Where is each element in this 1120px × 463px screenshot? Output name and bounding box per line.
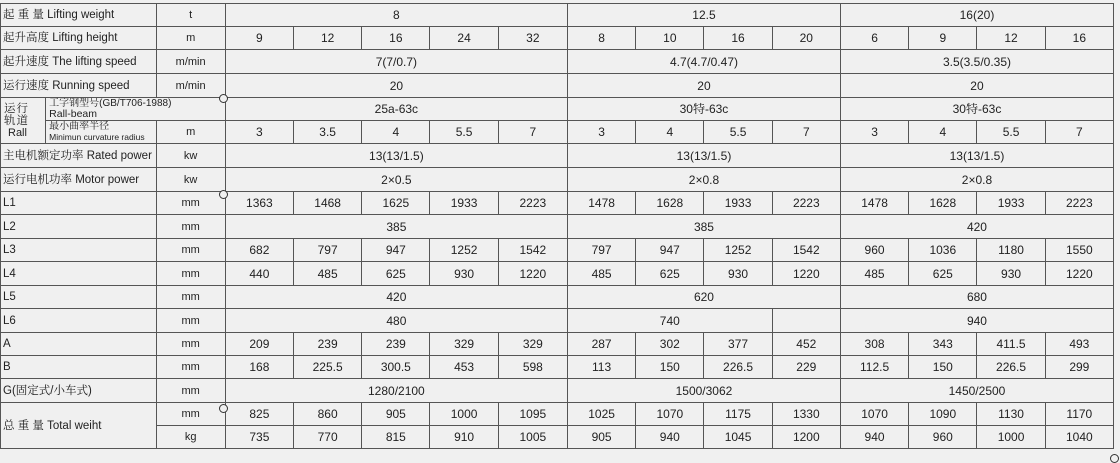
value-cell: 1450/2500 — [840, 379, 1113, 403]
value-cell: 770 — [294, 426, 362, 449]
value-cell: 308 — [840, 333, 908, 356]
value-cell: 740 — [567, 309, 772, 333]
row-rail-radius — [1, 121, 1114, 144]
corner-circle-marker — [219, 190, 228, 199]
row-label: L6 — [1, 309, 157, 333]
value-cell: 13(13/1.5) — [225, 144, 567, 168]
value-cell: 150 — [636, 356, 704, 379]
value-cell: 453 — [430, 356, 498, 379]
row-total-kg — [1, 426, 1114, 449]
row-label: 起升高度 Lifting height — [1, 27, 157, 50]
value-cell: 1045 — [704, 426, 772, 449]
value-cell: 940 — [840, 309, 1113, 333]
row-label: L5 — [1, 286, 157, 309]
value-cell: 16(20) — [840, 4, 1113, 27]
spec-table — [0, 3, 1114, 449]
value-cell: 1550 — [1045, 239, 1113, 262]
unit-cell: m/min — [156, 50, 225, 74]
value-cell: 299 — [1045, 356, 1113, 379]
value-cell: 13(13/1.5) — [840, 144, 1113, 168]
unit-cell: m — [156, 27, 225, 50]
value-cell: 3 — [567, 121, 635, 144]
value-cell: 239 — [294, 333, 362, 356]
corner-circle-marker — [219, 404, 228, 413]
value-cell: 1220 — [772, 262, 840, 286]
value-cell: 25a-63c — [225, 98, 567, 121]
value-cell: 682 — [225, 239, 293, 262]
row-G — [1, 379, 1114, 403]
value-cell: 905 — [362, 403, 430, 426]
value-cell: 5.5 — [430, 121, 498, 144]
value-cell: 16 — [362, 27, 430, 50]
value-cell: 947 — [636, 239, 704, 262]
value-cell: 385 — [225, 215, 567, 239]
corner-circle-marker — [219, 94, 228, 103]
row-A — [1, 333, 1114, 356]
value-cell: 1220 — [498, 262, 567, 286]
unit-cell: mm — [156, 192, 225, 215]
value-cell: 1500/3062 — [567, 379, 840, 403]
rail-label-cn: 运行轨道 — [4, 102, 29, 127]
value-cell: 226.5 — [977, 356, 1045, 379]
row-label: L4 — [1, 262, 157, 286]
rail-label — [1, 98, 46, 144]
row-L2 — [1, 215, 1114, 239]
value-cell: 226.5 — [704, 356, 772, 379]
value-cell: 209 — [225, 333, 293, 356]
value-cell: 1252 — [704, 239, 772, 262]
value-cell: 493 — [1045, 333, 1113, 356]
value-cell: 411.5 — [977, 333, 1045, 356]
value-cell: 1625 — [362, 192, 430, 215]
value-cell: 1468 — [294, 192, 362, 215]
row-rail-beam — [1, 98, 1114, 121]
row-label: 运行电机功率 Motor power — [1, 168, 157, 192]
value-cell: 2223 — [498, 192, 567, 215]
value-cell: 10 — [636, 27, 704, 50]
value-cell: 1130 — [977, 403, 1045, 426]
unit-cell: m/min — [156, 74, 225, 98]
value-cell: 20 — [567, 74, 840, 98]
row-L4 — [1, 262, 1114, 286]
value-cell: 20 — [772, 27, 840, 50]
value-cell: 1200 — [772, 426, 840, 449]
value-cell: 30特-63c — [567, 98, 840, 121]
value-cell: 8 — [225, 4, 567, 27]
value-cell: 9 — [225, 27, 293, 50]
value-cell: 680 — [840, 286, 1113, 309]
value-cell: 6 — [840, 27, 908, 50]
value-cell: 598 — [498, 356, 567, 379]
value-cell: 1180 — [977, 239, 1045, 262]
value-cell: 1220 — [1045, 262, 1113, 286]
value-cell: 225.5 — [294, 356, 362, 379]
value-cell: 4 — [909, 121, 977, 144]
row-L5 — [1, 286, 1114, 309]
row-L1 — [1, 192, 1114, 215]
value-cell: 16 — [1045, 27, 1113, 50]
value-cell: 239 — [362, 333, 430, 356]
value-cell: 910 — [430, 426, 498, 449]
value-cell: 797 — [567, 239, 635, 262]
value-cell: 440 — [225, 262, 293, 286]
value-cell: 625 — [909, 262, 977, 286]
value-cell: 1363 — [225, 192, 293, 215]
value-cell: 1330 — [772, 403, 840, 426]
row-running-speed — [1, 74, 1114, 98]
value-cell: 13(13/1.5) — [567, 144, 840, 168]
value-cell: 4.7(4.7/0.47) — [567, 50, 840, 74]
value-cell: 7 — [772, 121, 840, 144]
value-cell: 112.5 — [840, 356, 908, 379]
value-cell: 1090 — [909, 403, 977, 426]
value-cell: 1005 — [498, 426, 567, 449]
unit-cell: kw — [156, 168, 225, 192]
value-cell: 2×0.8 — [567, 168, 840, 192]
rail-label-en: Rall — [8, 126, 27, 139]
value-cell: 797 — [294, 239, 362, 262]
value-cell: 485 — [294, 262, 362, 286]
value-cell: 32 — [498, 27, 567, 50]
value-cell — [772, 309, 840, 333]
value-cell: 905 — [567, 426, 635, 449]
value-cell: 1933 — [430, 192, 498, 215]
value-cell: 1095 — [498, 403, 567, 426]
value-cell: 940 — [840, 426, 908, 449]
value-cell: 485 — [840, 262, 908, 286]
row-lifting-weight — [1, 4, 1114, 27]
value-cell: 1070 — [840, 403, 908, 426]
row-label: B — [1, 356, 157, 379]
value-cell: 2223 — [1045, 192, 1113, 215]
value-cell: 1025 — [567, 403, 635, 426]
unit-cell: mm — [156, 403, 225, 426]
unit-cell: mm — [156, 262, 225, 286]
value-cell: 1175 — [704, 403, 772, 426]
value-cell: 302 — [636, 333, 704, 356]
beam-label-en: Rall-beam — [49, 108, 98, 120]
value-cell: 3.5 — [294, 121, 362, 144]
value-cell: 420 — [840, 215, 1113, 239]
unit-cell: mm — [156, 333, 225, 356]
value-cell: 12 — [294, 27, 362, 50]
value-cell: 329 — [498, 333, 567, 356]
unit-cell: mm — [156, 379, 225, 403]
value-cell: 20 — [840, 74, 1113, 98]
value-cell: 735 — [225, 426, 293, 449]
row-label: 起 重 量 Lifting weight — [1, 4, 157, 27]
value-cell: 1170 — [1045, 403, 1113, 426]
value-cell: 2×0.8 — [840, 168, 1113, 192]
value-cell: 1933 — [704, 192, 772, 215]
value-cell: 1478 — [840, 192, 908, 215]
row-motor-power — [1, 168, 1114, 192]
radius-label — [46, 121, 156, 144]
row-label: 起升速度 The lifting speed — [1, 50, 157, 74]
corner-circle-marker — [1110, 454, 1119, 463]
radius-label-cn: 最小曲率半径 — [49, 121, 110, 132]
value-cell: 1280/2100 — [225, 379, 567, 403]
value-cell: 150 — [909, 356, 977, 379]
value-cell: 625 — [636, 262, 704, 286]
unit-cell: kw — [156, 144, 225, 168]
row-label: A — [1, 333, 157, 356]
value-cell: 113 — [567, 356, 635, 379]
unit-cell: mm — [156, 309, 225, 333]
unit-cell: t — [156, 4, 225, 27]
row-label: 主电机额定功率 Rated power — [1, 144, 157, 168]
value-cell: 3 — [840, 121, 908, 144]
value-cell: 2×0.5 — [225, 168, 567, 192]
value-cell: 8 — [567, 27, 635, 50]
row-B — [1, 356, 1114, 379]
value-cell: 7(7/0.7) — [225, 50, 567, 74]
row-label: 运行速度 Running speed — [1, 74, 157, 98]
row-label: 总 重 量 Total weiht — [1, 403, 157, 449]
value-cell: 452 — [772, 333, 840, 356]
value-cell: 12.5 — [567, 4, 840, 27]
value-cell: 2223 — [772, 192, 840, 215]
unit-cell: m — [156, 121, 225, 144]
unit-cell: kg — [156, 426, 225, 449]
value-cell: 1628 — [636, 192, 704, 215]
row-rated-power — [1, 144, 1114, 168]
value-cell: 229 — [772, 356, 840, 379]
row-L6 — [1, 309, 1114, 333]
value-cell: 1252 — [430, 239, 498, 262]
value-cell: 1542 — [772, 239, 840, 262]
radius-label-en: Minimun curvature radius — [49, 132, 145, 142]
value-cell: 1070 — [636, 403, 704, 426]
beam-label — [46, 98, 226, 121]
value-cell: 930 — [704, 262, 772, 286]
value-cell: 480 — [225, 309, 567, 333]
row-label: L1 — [1, 192, 157, 215]
unit-cell: mm — [156, 239, 225, 262]
unit-cell: mm — [156, 286, 225, 309]
value-cell: 1933 — [977, 192, 1045, 215]
value-cell: 300.5 — [362, 356, 430, 379]
value-cell: 20 — [225, 74, 567, 98]
value-cell: 5.5 — [977, 121, 1045, 144]
row-total-mm — [1, 403, 1114, 426]
value-cell: 930 — [430, 262, 498, 286]
value-cell: 1036 — [909, 239, 977, 262]
value-cell: 860 — [294, 403, 362, 426]
value-cell: 12 — [977, 27, 1045, 50]
value-cell: 343 — [909, 333, 977, 356]
row-label: G(固定式/小车式) — [1, 379, 157, 403]
value-cell: 930 — [977, 262, 1045, 286]
value-cell: 9 — [909, 27, 977, 50]
row-label: L2 — [1, 215, 157, 239]
value-cell: 960 — [840, 239, 908, 262]
value-cell: 620 — [567, 286, 840, 309]
value-cell: 1040 — [1045, 426, 1113, 449]
value-cell: 329 — [430, 333, 498, 356]
value-cell: 3.5(3.5/0.35) — [840, 50, 1113, 74]
value-cell: 24 — [430, 27, 498, 50]
value-cell: 420 — [225, 286, 567, 309]
value-cell: 1628 — [909, 192, 977, 215]
value-cell: 16 — [704, 27, 772, 50]
value-cell: 1000 — [430, 403, 498, 426]
value-cell: 1000 — [977, 426, 1045, 449]
row-L3 — [1, 239, 1114, 262]
value-cell: 815 — [362, 426, 430, 449]
value-cell: 168 — [225, 356, 293, 379]
value-cell: 825 — [225, 403, 293, 426]
value-cell: 377 — [704, 333, 772, 356]
beam-label-cn: 工字钢型号(GB/T706-1988) — [49, 98, 172, 109]
value-cell: 940 — [636, 426, 704, 449]
value-cell: 7 — [498, 121, 567, 144]
unit-cell: mm — [156, 356, 225, 379]
value-cell: 947 — [362, 239, 430, 262]
value-cell: 4 — [362, 121, 430, 144]
row-lifting-height — [1, 27, 1114, 50]
value-cell: 485 — [567, 262, 635, 286]
value-cell: 4 — [636, 121, 704, 144]
row-label: L3 — [1, 239, 157, 262]
value-cell: 30特-63c — [840, 98, 1113, 121]
value-cell: 625 — [362, 262, 430, 286]
value-cell: 5.5 — [704, 121, 772, 144]
value-cell: 385 — [567, 215, 840, 239]
row-lifting-speed — [1, 50, 1114, 74]
value-cell: 1478 — [567, 192, 635, 215]
value-cell: 287 — [567, 333, 635, 356]
value-cell: 3 — [225, 121, 293, 144]
value-cell: 7 — [1045, 121, 1113, 144]
value-cell: 960 — [909, 426, 977, 449]
value-cell: 1542 — [498, 239, 567, 262]
unit-cell: mm — [156, 215, 225, 239]
